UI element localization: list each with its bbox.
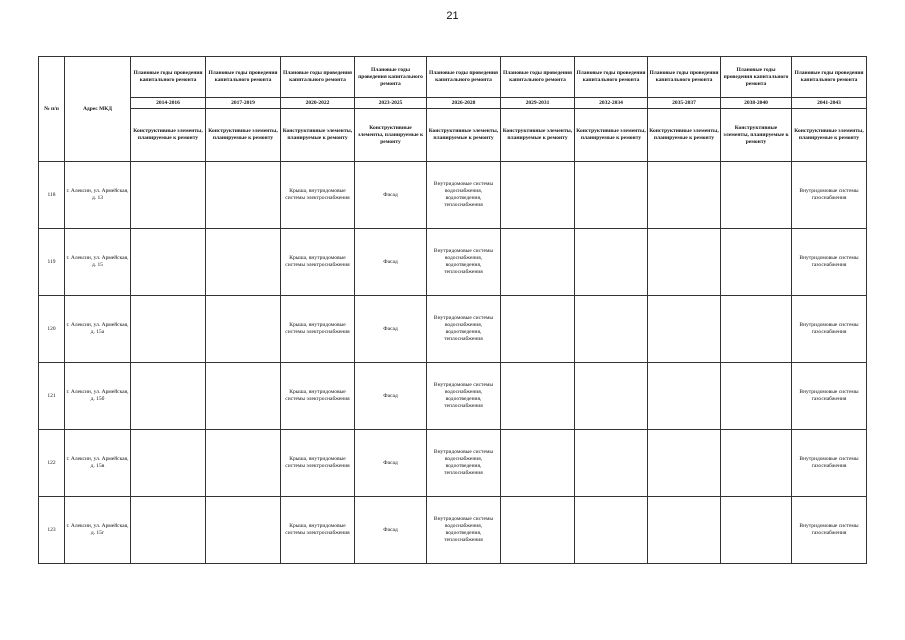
header-planned-years: Плановые годы проведения капитального ремонта <box>131 57 206 98</box>
header-planned-years: Плановые годы проведения капитального ремонта <box>206 57 281 98</box>
cell-2035 <box>648 162 721 229</box>
cell-2014 <box>131 497 206 564</box>
header-planned-years: Плановые годы проведения капитального ремонта <box>281 57 355 98</box>
cell-2032 <box>575 229 648 296</box>
cell-2026: Внутридомовые системы водоснабжения, водоотведения, теплоснабжения <box>427 430 501 497</box>
cell-2038 <box>721 430 792 497</box>
cell-2020: Крыша, внутридомовые системы электроснабжения <box>281 430 355 497</box>
row-number: 121 <box>39 363 65 430</box>
cell-2026: Внутридомовые системы водоснабжения, водоотведения, теплоснабжения <box>427 363 501 430</box>
row-number: 119 <box>39 229 65 296</box>
header-num: № п/п <box>39 57 65 162</box>
cell-2014 <box>131 430 206 497</box>
cell-2041: Внутридомовые системы газоснабжения <box>792 430 867 497</box>
period-2038: 2038-2040 <box>721 98 792 109</box>
cell-2035 <box>648 363 721 430</box>
table-row <box>39 497 867 564</box>
cell-2020: Крыша, внутридомовые системы электроснабжения <box>281 229 355 296</box>
cell-2023: Фасад <box>355 497 427 564</box>
cell-2026: Внутридомовые системы водоснабжения, водоотведения, теплоснабжения <box>427 162 501 229</box>
header-address: Адрес МКД <box>65 57 131 162</box>
cell-2017 <box>206 430 281 497</box>
header-elements: Конструктивные элементы, планируемые к ремонту <box>792 109 867 162</box>
cell-2017 <box>206 162 281 229</box>
cell-2026: Внутридомовые системы водоснабжения, водоотведения, теплоснабжения <box>427 497 501 564</box>
cell-2032 <box>575 430 648 497</box>
cell-2020: Крыша, внутридомовые системы электроснабжения <box>281 296 355 363</box>
cell-2041: Внутридомовые системы газоснабжения <box>792 363 867 430</box>
cell-2017 <box>206 229 281 296</box>
cell-2041: Внутридомовые системы газоснабжения <box>792 497 867 564</box>
cell-2029 <box>501 430 575 497</box>
table-row <box>39 430 867 497</box>
period-2020: 2020-2022 <box>281 98 355 109</box>
cell-2041: Внутридомовые системы газоснабжения <box>792 229 867 296</box>
cell-2038 <box>721 162 792 229</box>
capital-repair-plan-table <box>38 56 867 564</box>
cell-2026: Внутридомовые системы водоснабжения, водоотведения, теплоснабжения <box>427 229 501 296</box>
cell-2035 <box>648 430 721 497</box>
cell-2020: Крыша, внутридомовые системы электроснабжения <box>281 363 355 430</box>
period-2023: 2023-2025 <box>355 98 427 109</box>
header-elements: Конструктивные элементы, планируемые к ремонту <box>575 109 648 162</box>
cell-2020: Крыша, внутридомовые системы электроснабжения <box>281 162 355 229</box>
row-number: 118 <box>39 162 65 229</box>
period-2029: 2029-2031 <box>501 98 575 109</box>
header-planned-years: Плановые годы проведения капитального ремонта <box>721 57 792 98</box>
cell-2023: Фасад <box>355 162 427 229</box>
cell-2017 <box>206 363 281 430</box>
cell-2032 <box>575 162 648 229</box>
header-planned-years: Плановые годы проведения капитального ремонта <box>427 57 501 98</box>
row-address: г. Алексин, ул. Армейская, д. 15 <box>65 229 131 296</box>
table-row <box>39 162 867 229</box>
row-number: 120 <box>39 296 65 363</box>
header-planned-years: Плановые годы проведения капитального ремонта <box>575 57 648 98</box>
cell-2041: Внутридомовые системы газоснабжения <box>792 162 867 229</box>
cell-2029 <box>501 296 575 363</box>
row-number: 122 <box>39 430 65 497</box>
header-row-periods <box>39 98 867 109</box>
row-address: г. Алексин, ул. Армейская, д. 13 <box>65 162 131 229</box>
header-planned-years: Плановые годы проведения капитального ремонта <box>501 57 575 98</box>
table-body <box>39 162 867 564</box>
period-2014: 2014-2016 <box>131 98 206 109</box>
cell-2038 <box>721 229 792 296</box>
header-planned-years: Плановые годы проведения капитального ремонта <box>792 57 867 98</box>
cell-2023: Фасад <box>355 363 427 430</box>
cell-2035 <box>648 296 721 363</box>
header-planned-years: Плановые годы проведения капитального ремонта <box>648 57 721 98</box>
period-2017: 2017-2019 <box>206 98 281 109</box>
cell-2023: Фасад <box>355 430 427 497</box>
header-elements: Конструктивные элементы, планируемые к ремонту <box>721 109 792 162</box>
cell-2041: Внутридомовые системы газоснабжения <box>792 296 867 363</box>
cell-2029 <box>501 497 575 564</box>
cell-2026: Внутридомовые системы водоснабжения, водоотведения, теплоснабжения <box>427 296 501 363</box>
cell-2032 <box>575 497 648 564</box>
table-row <box>39 296 867 363</box>
cell-2017 <box>206 497 281 564</box>
cell-2038 <box>721 497 792 564</box>
table-row <box>39 363 867 430</box>
table-row <box>39 229 867 296</box>
cell-2023: Фасад <box>355 229 427 296</box>
cell-2029 <box>501 363 575 430</box>
header-elements: Конструктивные элементы, планируемые к ремонту <box>648 109 721 162</box>
header-elements: Конструктивные элементы, планируемые к ремонту <box>131 109 206 162</box>
header-elements: Конструктивные элементы, планируемые к ремонту <box>206 109 281 162</box>
page-number: 21 <box>446 10 459 22</box>
cell-2032 <box>575 296 648 363</box>
row-number: 123 <box>39 497 65 564</box>
cell-2035 <box>648 497 721 564</box>
cell-2029 <box>501 162 575 229</box>
period-2035: 2035-2037 <box>648 98 721 109</box>
header-elements: Конструктивные элементы, планируемые к ремонту <box>501 109 575 162</box>
cell-2014 <box>131 229 206 296</box>
cell-2038 <box>721 363 792 430</box>
header-elements: Конструктивные элементы, планируемые к ремонту <box>355 109 427 162</box>
cell-2032 <box>575 363 648 430</box>
cell-2017 <box>206 296 281 363</box>
row-address: г. Алексин, ул. Армейская, д. 15б <box>65 363 131 430</box>
header-elements: Конструктивные элементы, планируемые к ремонту <box>427 109 501 162</box>
period-2041: 2041-2043 <box>792 98 867 109</box>
row-address: г. Алексин, ул. Армейская, д. 15а <box>65 296 131 363</box>
row-address: г. Алексин, ул. Армейская, д. 15г <box>65 497 131 564</box>
cell-2038 <box>721 296 792 363</box>
period-2032: 2032-2034 <box>575 98 648 109</box>
cell-2035 <box>648 229 721 296</box>
period-2026: 2026-2028 <box>427 98 501 109</box>
cell-2023: Фасад <box>355 296 427 363</box>
cell-2020: Крыша, внутридомовые системы электроснабжения <box>281 497 355 564</box>
header-row-elements <box>39 109 867 162</box>
row-address: г. Алексин, ул. Армейская, д. 15в <box>65 430 131 497</box>
cell-2014 <box>131 363 206 430</box>
header-elements: Конструктивные элементы, планируемые к ремонту <box>281 109 355 162</box>
header-row-planned-years <box>39 57 867 98</box>
header-planned-years: Плановые годы проведения капитального ремонта <box>355 57 427 98</box>
cell-2029 <box>501 229 575 296</box>
cell-2014 <box>131 296 206 363</box>
cell-2014 <box>131 162 206 229</box>
